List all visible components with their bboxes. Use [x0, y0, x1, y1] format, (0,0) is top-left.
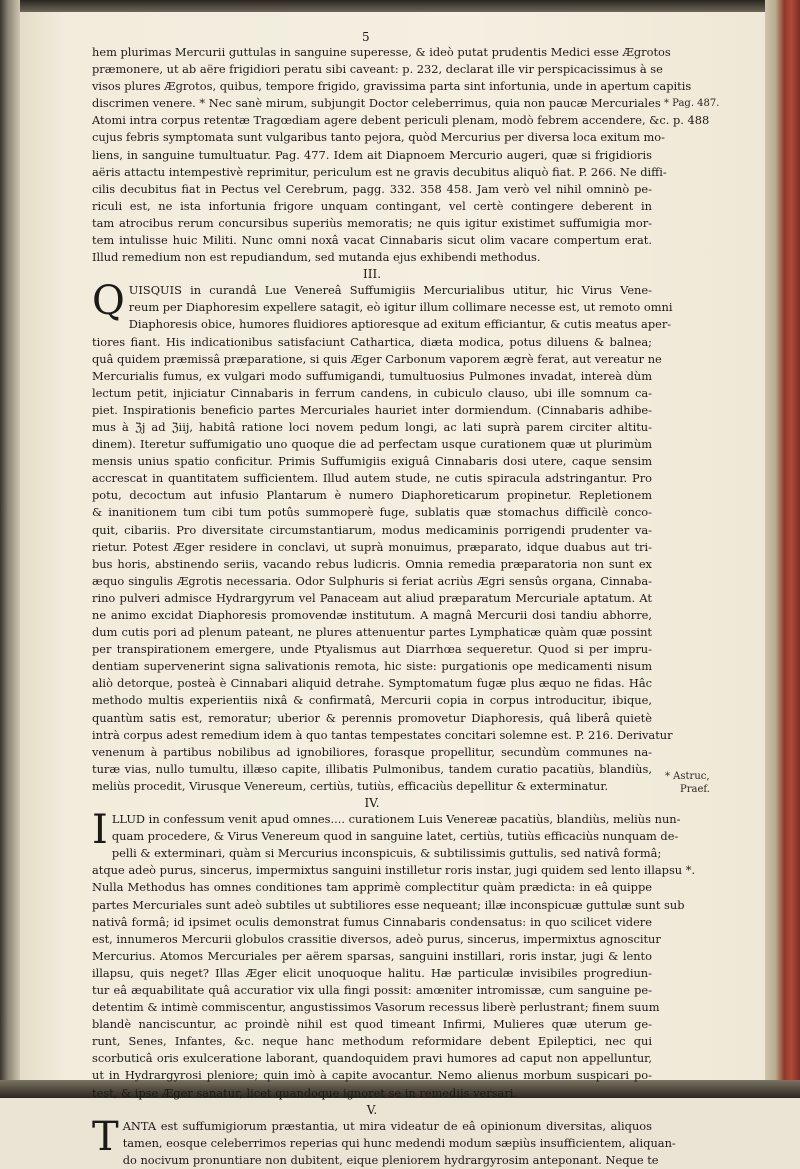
paragraph-section-iii: [92, 278, 673, 795]
text-line: tiores fiant. His indicationibus satisfaciunt Cathartica, diæta modica, potus diluens & balnea;: [92, 334, 652, 349]
text-line: scorbuticâ oris exulceratione laborant, quandoquidem pravi humores ad caput non appelluntur,: [92, 1051, 652, 1066]
text-line: riculi est, ne ista infortunia frigore unquam contingant, vel certè contingere deberent in: [92, 198, 652, 213]
text-line: ut in Hydrargyrosi pleniore; quin imò à capite avocantur. Nemo alienus morbum suspicari po-: [92, 1068, 652, 1083]
text-line: intrà corpus adest remedium idem à quo tantas tempestates concitari solemne est. P. 216. Derivatur: [92, 727, 673, 742]
text-line: nativâ formâ; id ipsimet oculis demonstrat fumus Cinnabaris condensatus: in quo scilicet videre: [92, 914, 652, 929]
text-line: piet. Inspirationis beneficio partes Mercuriales hauriet inter dormiendum. (Cinnabaris adhibe-: [92, 402, 652, 417]
text-line: potu, decoctum aut infusio Plantarum è numero Diaphoreticarum propinetur. Repletionem: [92, 488, 652, 503]
text-line: meliùs procedit, Virusque Venereum, certiùs, tutiùs, efficaciùs depellitur & exterminatur.: [92, 778, 609, 793]
text-line: LLUD in confessum venit apud omnes.... curationem Luis Venereæ pacatiùs, blandiùs, meliùs nun-: [111, 812, 681, 827]
text-line: cilis decubitus fiat in Pectus vel Cerebrum, pagg. 332. 358 458. Jam verò vel nihil omninò pe-: [92, 181, 652, 196]
top-shadow: [0, 0, 800, 12]
text-line: visos plures Ægrotos, quibus, tempore frigido, gravissima parta sint infortunia, unde in apertum capitis: [92, 79, 692, 94]
text-line: mensis unius spatio conficitur. Primis Suffumigiis exiguâ Cinnabaris dosi utere, caque sensim: [92, 454, 652, 469]
dropcap-i: I: [92, 807, 108, 854]
text-line: ne animo excidat Diaphoresis promovendæ institutum. A magnâ Mercurii dosi tandiu abhorre,: [92, 608, 652, 622]
text-line: æquo singulis Ægrotis necessaria. Odor Sulphuris si feriat acriùs Ægri sensûs organa, Cinnaba-: [92, 573, 652, 588]
text-line: tem intulisse huic Militi. Nunc omni noxâ vacat Cinnabaris sicut olim vacare compertum erat.: [92, 233, 652, 248]
page-number: 5: [362, 30, 370, 44]
dropcap-t: T: [92, 1113, 119, 1160]
text-line: UISQUIS in curandâ Lue Venereâ Suffumigiis Mercurialibus utitur, hic Virus Vene-: [128, 283, 652, 298]
text-line: do nocivum pronuntiare non dubitent, eique pleniorem hydrargyrosim anteponant. Neque te: [122, 1152, 659, 1167]
text-line: pelli & exterminari, quàm si Mercurius inconspicuis, & subtilissimis guttulis, sed nativâ formâ;: [111, 846, 662, 861]
text-line: hem plurimas Mercurii guttulas in sanguine superesse, & ideò putat prudentis Medici esse Ægrotos: [92, 45, 671, 59]
margin-note-praef: Praef.: [680, 784, 710, 795]
text-line: rietur. Potest Æger residere in conclavi, ut suprà monuimus, præparato, idque duabus aut tri-: [92, 539, 652, 554]
text-line: aliò detorque, posteà è Cinnabari aliquid detrahe. Symptomatum fugæ plus æquo ne fidas. Hâc: [92, 676, 652, 691]
text-line: accrescat in quantitatem sufficientem. Illud autem stude, ne cutis spiracula adstringantur. Pro: [92, 471, 652, 486]
text-line: lectum petit, injiciatur Cinnabaris in ferrum candens, in cubiculo clauso, ubi ille somnum ca-: [92, 385, 652, 400]
text-line: Illud remedium non est repudiandum, sed mutanda ejus exhibendi methodus.: [92, 250, 541, 265]
text-line: runt, Senes, Infantes, &c. neque hanc methodum reformidare debent Epileptici, nec qui: [92, 1034, 652, 1049]
text-line: quit, cibariis. Pro diversitate circumstantiarum, modus medicaminis porrigendi prudenter va-: [92, 522, 652, 537]
text-line: liens, in sanguine tumultuatur. Pag. 477. Idem ait Diapnoem Mercurio augeri, quæ si frigidioris: [92, 147, 652, 162]
text-line: tam atrocibus rerum concursibus superiùs memoratis; ne quis igitur existimet suffumigia mor-: [92, 215, 652, 230]
text-line: dinem). Iteretur suffumigatio uno quoque die ad perfectam usque curationem quæ ut plurimùm: [92, 437, 652, 452]
text-line: dum cutis pori ad plenum pateant, ne plures attenuentur partes Lymphaticæ quàm quæ possint: [92, 625, 652, 640]
text-line: reum per Diaphoresim expellere satagit, eò igitur illum collimare necesse est, ut remoto omni: [128, 300, 673, 315]
text-line: & inanitionem tum cibi tum potûs summoperè fuge, sublatis quæ stomachus difficilè conco-: [92, 505, 652, 520]
paragraph-section-iv: [92, 807, 696, 1102]
text-line: Mercurius. Atomos Mercuriales per aërem sparsas, sanguini instillari, roris instar, jugi & lento: [92, 948, 652, 963]
dropcap-q: Q: [92, 278, 125, 325]
text-line: Diaphoresis obice, humores fluidiores aptioresque ad exitum efficiantur, & cutis meatus aper-: [128, 317, 672, 332]
text-line: discrimen venere. * Nec sanè mirum, subjungit Doctor celeberrimus, quia non paucæ Mercuriales: [92, 96, 661, 111]
text-line: detentim & intimè commiscentur, angustissimos Vasorum recessus liberè perlustrant; finem suum: [92, 1000, 660, 1015]
text-line: Nulla Methodus has omnes conditiones tam apprimè complectitur quàm prædicta: in eâ quippe: [92, 880, 652, 895]
text-line: cujus febris symptomata sunt vulgaribus tanto pejora, quòd Mercurius per diversa loca exitum mo-: [92, 130, 666, 145]
margin-note-page-ref: * Pag. 487.: [664, 98, 720, 109]
text-line: tur eâ æquabilitate quâ accuratior vix ulla fingi possit: amœniter intromissæ, cum sanguine pe-: [92, 982, 652, 997]
text-line: rino pulveri admisce Hydrargyrum vel Panaceam aut aliud præparatum Mercuriale aptatum. At: [92, 590, 652, 605]
text-line: Atomi intra corpus retentæ Tragœdiam agere debent periculi plenam, modò febrem accendere, &c. p. 488: [92, 113, 710, 128]
text-line: blandè nanciscuntur, ac proindè nihil est quod timeant Infirmi, Mulieres quæ uterum ge-: [92, 1017, 652, 1032]
text-line: dentiam supervenerint signa salivationis remota, hic siste: purgationis ope medicamenti nisum: [92, 659, 652, 674]
binding-gutter: [0, 0, 20, 1098]
paragraph-section-v: [92, 1113, 676, 1169]
text-line: partes Mercuriales sunt adeò subtiles ut subtiliores esse nequeant; illæ inconspicuæ guttulæ sunt sub: [92, 897, 685, 912]
text-line: illapsu, quis neget? Illas Æger elicit unoquoque halitu. Hæ particulæ invisibiles progrediun-: [92, 965, 652, 980]
page-edges-red: [765, 0, 800, 1098]
text-line: mus à ℨj ad ℨiij, habitâ ratione loci novem pedum longi, ac lati suprà parem circiter altitu-: [92, 419, 652, 434]
text-line: quantùm satis est, remoratur; uberior & perennis promovetur Diaphoresis, quâ liberâ quietè: [92, 710, 652, 725]
text-line: Mercurialis fumus, ex vulgari modo suffumigandi, tumultuosius Pulmones invadat, intereà dùm: [92, 368, 652, 383]
section-heading-v: V.: [366, 1102, 378, 1117]
text-line: turæ vias, nullo tumultu, illæso capite, illibatis Pulmonibus, tandem curatio pacatiùs, blandiùs,: [92, 761, 652, 776]
text-line: aëris attactu intempestivè reprimitur, periculum est ne gravis decubitus aliquò fiat. P. 266. Ne diffi-: [92, 164, 667, 179]
text-line: quam procedere, & Virus Venereum quod in sanguine latet, certiùs, tutiùs efficaciùs nunquam de-: [111, 829, 679, 844]
section-heading-iv: IV.: [364, 796, 380, 811]
text-line: quâ quidem præmissâ præparatione, si quis Æger Carbonum vaporem ægrè ferat, aut vereatur ne: [92, 351, 662, 366]
text-line: ANTA est suffumigiorum præstantia, ut mira videatur de eâ opinionum diversitas, aliquos: [122, 1118, 652, 1133]
text-line: methodo multis experientiis nixâ & confirmatâ, Mercurii copia in corpus introducitur, ibique,: [92, 693, 652, 708]
text-line: per transpirationem emergere, unde Ptyalismus aut Diarrhœa sequeretur. Quod si per impru-: [92, 642, 652, 657]
text-line: est, innumeros Mercurii globulos crassitie diversos, adeò purus, sincerus, impermixtus agnoscitur: [92, 931, 661, 946]
margin-note-astruc: * Astruc,: [665, 771, 710, 782]
text-line: bus horis, abstinendo seriis, vacando rebus ludicris. Omnia remedia præparatoria non sunt ex: [92, 556, 652, 571]
text-line: test, & ipse Æger sanatur, licet quandoque ignoret se in remediis versari.: [92, 1085, 518, 1100]
section-heading-iii: III.: [362, 267, 382, 282]
text-line: tamen, eosque celeberrimos reperias qui hunc medendi modum sæpiùs insufficientem, aliquan-: [122, 1135, 676, 1150]
text-line: venenum à partibus nobilibus ad ignobiliores, forasque propellitur, secundùm communes na-: [92, 744, 652, 759]
text-line: atque adeò purus, sincerus, impermixtus sanguini instilletur roris instar, jugi quidem sed lento illapsu *.: [92, 863, 696, 878]
text-line: præmonere, ut ab aëre frigidiori peratu sibi caveant: p. 232, declarat ille vir perspicacissimus à se: [92, 62, 663, 77]
